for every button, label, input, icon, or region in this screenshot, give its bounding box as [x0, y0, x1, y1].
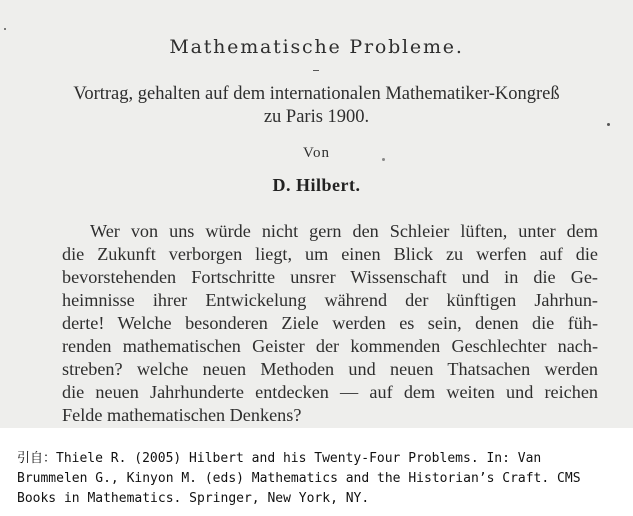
- body-line: streben? welche neuen Methoden und neuen Thatsachen werden: [62, 359, 598, 379]
- body-line: die neuen Jahrhunderte entdecken — auf dem weiten und reichen: [62, 382, 598, 402]
- citation-line: Brummelen G., Kinyon M. (eds) Mathematics and the Historian’s Craft. CMS: [17, 471, 581, 486]
- scan-speck: [4, 28, 6, 30]
- body-line: renden mathematischen Geister der kommenden Geschlechter nach-: [62, 336, 598, 356]
- paper-title: Mathematische Probleme.: [169, 36, 464, 58]
- body-line: bevorstehenden Fortschritte unsrer Wissenschaft und in die Ge-: [62, 267, 598, 287]
- subtitle-line-2: zu Paris 1900.: [263, 107, 370, 127]
- byline-prefix: Von: [303, 145, 330, 161]
- scan-speck: [607, 123, 610, 126]
- body-line: derte! Welche besonderen Ziele werden es sein, denen die füh-: [62, 313, 598, 333]
- body-line: Wer von uns würde nicht gern den Schleier lüften, unter dem: [90, 221, 598, 241]
- body-line: Felde mathematischen Denkens?: [62, 405, 302, 425]
- title-divider: [313, 70, 319, 71]
- citation-line: 引自：Thiele R. (2005) Hilbert and his Twenty-Four Problems. In: Van: [17, 451, 542, 466]
- body-line: die Zukunft verborgen liegt, um einen Blick zu werfen auf die: [62, 244, 598, 264]
- citation-line: Books in Mathematics. Springer, New York, NY.: [17, 491, 370, 506]
- citation: [17, 449, 617, 509]
- author-name: D. Hilbert.: [272, 175, 361, 195]
- scan-speck: [382, 158, 385, 161]
- body-line: heimnisse ihrer Entwickelung während der künftigen Jahrhun-: [62, 290, 598, 310]
- subtitle-line-1: Vortrag, gehalten auf dem internationalen Mathematiker-Kongreß: [73, 84, 560, 104]
